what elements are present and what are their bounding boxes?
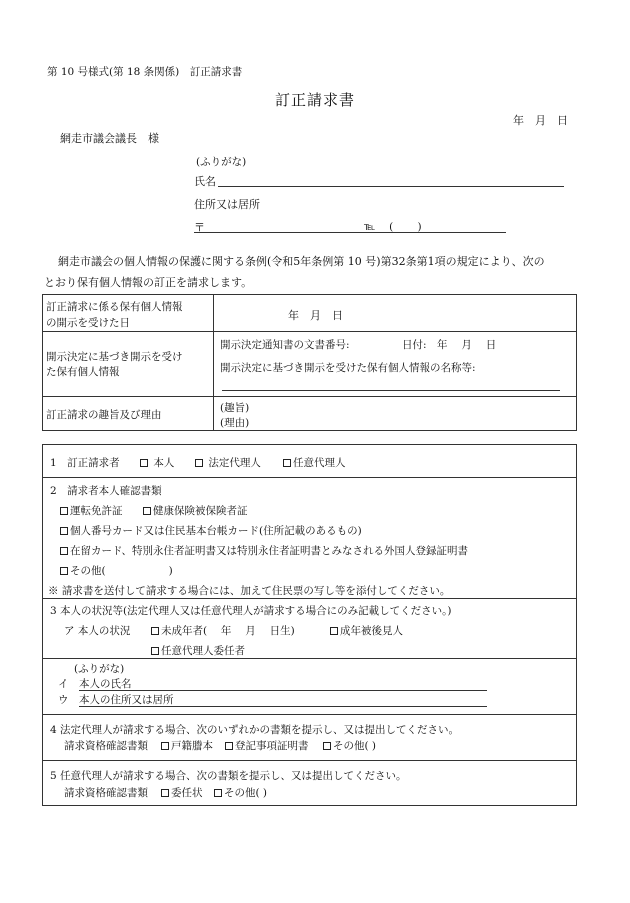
- row3-label: 訂正請求の趣旨及び理由: [46, 409, 162, 421]
- section2-label: 2 請求者本人確認書類: [50, 485, 162, 497]
- checkbox-section4-other-label: その他( ): [333, 740, 377, 752]
- reason-field[interactable]: (理由): [220, 417, 250, 429]
- checkbox-icon: [60, 567, 68, 575]
- requester-furigana: (ふりがな): [196, 156, 247, 168]
- checkbox-adult-ward[interactable]: [330, 623, 403, 638]
- disclosure-date-field[interactable]: 年 月 日: [288, 309, 343, 322]
- checkbox-my-number-card-label: 個人番号カード又は住民基本台帳カード(住所記載のあるもの): [70, 525, 362, 537]
- table1-row-divider-2: [42, 396, 577, 397]
- checkbox-icon: [195, 459, 203, 467]
- checkbox-family-register[interactable]: [161, 738, 213, 753]
- principal-address-label: 本人の住所又は居所: [79, 694, 174, 706]
- disclosed-info-name-line: [222, 390, 560, 391]
- checkbox-adult-ward-label: 成年被後見人: [340, 625, 403, 637]
- checkbox-minor[interactable]: [151, 623, 295, 638]
- section4-label: 4 法定代理人が請求する場合、次のいずれかの書類を提示し、又は提出してください。: [50, 724, 460, 736]
- page-title: 訂正請求書: [275, 91, 356, 109]
- checkbox-power-of-attorney-label: 委任状: [171, 787, 203, 799]
- requester-name-label: 氏名: [194, 175, 216, 188]
- section-divider-4: [42, 760, 577, 761]
- checkbox-icon: [330, 627, 338, 635]
- section3-a-label: ア 本人の状況: [64, 625, 131, 637]
- row2-label-line2: た保有個人情報: [46, 366, 120, 378]
- purpose-field[interactable]: (趣旨): [220, 402, 250, 414]
- section-divider-2: [42, 598, 577, 599]
- postal-mark: 〒: [194, 221, 205, 234]
- tel-field-label: ℡ ( ): [364, 221, 422, 233]
- checkbox-other-id[interactable]: [60, 563, 173, 578]
- table1-column-divider: [213, 294, 214, 431]
- checkbox-section5-other-label: その他( ): [224, 787, 268, 799]
- checkbox-icon: [283, 459, 291, 467]
- checkbox-residence-card[interactable]: [60, 543, 468, 558]
- checkbox-icon: [161, 742, 169, 750]
- form-number: 第 10 号様式(第 18 条関係) 訂正請求書: [47, 66, 243, 78]
- principal-name-label: 本人の氏名: [79, 678, 132, 690]
- section-divider-3: [42, 714, 577, 715]
- checkbox-my-number-card[interactable]: [60, 523, 362, 538]
- checkbox-voluntary-principal[interactable]: [151, 643, 245, 658]
- checkbox-self-label: 本人: [153, 457, 175, 469]
- checkbox-minor-label: 未成年者( 年 月 日生): [161, 625, 295, 637]
- section3-u-label: ウ: [58, 694, 69, 706]
- row1-label-line1: 訂正請求に係る保有個人情報: [46, 301, 183, 313]
- section4-docs-label: 請求資格確認書類: [64, 740, 148, 752]
- intro-line-1: 網走市議会の個人情報の保護に関する条例(令和5年条例第 10 号)第32条第1項の規定により、次の: [58, 255, 545, 268]
- checkbox-icon: [143, 507, 151, 515]
- checkbox-icon: [60, 507, 68, 515]
- checkbox-icon: [161, 789, 169, 797]
- requester-name-field[interactable]: [218, 186, 564, 187]
- checkbox-health-insurance[interactable]: [143, 503, 248, 518]
- row1-label-line2: の開示を受けた日: [46, 317, 130, 329]
- addressee: 網走市議会議長 様: [60, 132, 159, 145]
- requester-address-label: 住所又は居所: [194, 198, 260, 211]
- checkbox-registry-certificate-label: 登記事項証明書: [235, 740, 309, 752]
- checkbox-power-of-attorney[interactable]: [161, 785, 203, 800]
- checkbox-voluntary-principal-label: 任意代理人委任者: [161, 645, 245, 657]
- checkbox-icon: [60, 547, 68, 555]
- checkbox-icon: [225, 742, 233, 750]
- checkbox-legal-agent[interactable]: [195, 455, 261, 470]
- checkbox-drivers-license[interactable]: [60, 503, 123, 518]
- checkbox-legal-agent-label: 法定代理人: [208, 457, 261, 469]
- checkbox-health-insurance-label: 健康保険被保険者証: [153, 505, 248, 517]
- checkbox-section5-other[interactable]: [214, 785, 267, 800]
- checkbox-icon: [323, 742, 331, 750]
- checkbox-icon: [151, 627, 159, 635]
- checkbox-section4-other[interactable]: [323, 738, 376, 753]
- section5-docs-label: 請求資格確認書類: [64, 787, 148, 799]
- checkbox-other-id-label: その他( ): [70, 565, 173, 577]
- section3-i-label: イ: [58, 678, 69, 690]
- table1-row-divider-1: [42, 331, 577, 332]
- checkbox-registry-certificate[interactable]: [225, 738, 309, 753]
- checkbox-drivers-license-label: 運転免許証: [70, 505, 123, 517]
- section2-note: ※ 請求書を送付して請求する場合には、加えて住民票の写し等を添付してください。: [48, 585, 451, 597]
- intro-line-2: とおり保有個人情報の訂正を請求します。: [44, 276, 253, 289]
- checkbox-self[interactable]: [140, 455, 174, 470]
- row2-label-line1: 開示決定に基づき開示を受け: [46, 351, 183, 363]
- checkbox-voluntary-agent-label: 任意代理人: [293, 457, 346, 469]
- checkbox-icon: [214, 789, 222, 797]
- principal-name-field[interactable]: [79, 690, 487, 691]
- disclosed-info-name[interactable]: 開示決定に基づき開示を受けた保有個人情報の名称等:: [220, 362, 476, 374]
- section3-label: 3 本人の状況等(法定代理人又は任意代理人が請求する場合にのみ記載してください。): [50, 605, 452, 617]
- section3-inner-divider: [42, 658, 577, 659]
- checkbox-icon: [151, 647, 159, 655]
- checkbox-icon: [140, 459, 148, 467]
- principal-address-field[interactable]: [79, 706, 487, 707]
- header-date: 年 月 日: [513, 114, 568, 127]
- checkbox-family-register-label: 戸籍謄本: [171, 740, 213, 752]
- requester-address-field[interactable]: [194, 232, 506, 233]
- checkbox-voluntary-agent[interactable]: [283, 455, 346, 470]
- checkbox-icon: [60, 527, 68, 535]
- principal-furigana: (ふりがな): [74, 663, 125, 675]
- notice-date[interactable]: 日付: 年 月 日: [402, 339, 497, 351]
- section1-label: 1 訂正請求者: [50, 457, 120, 469]
- section-divider-1: [42, 477, 577, 478]
- checkbox-residence-card-label: 在留カード、特別永住者証明書又は特別永住者証明書とみなされる外国人登録証明書: [70, 545, 469, 557]
- section5-label: 5 任意代理人が請求する場合、次の書類を提示し、又は提出してください。: [50, 770, 407, 782]
- notice-document-number[interactable]: 開示決定通知書の文書番号:: [220, 339, 350, 351]
